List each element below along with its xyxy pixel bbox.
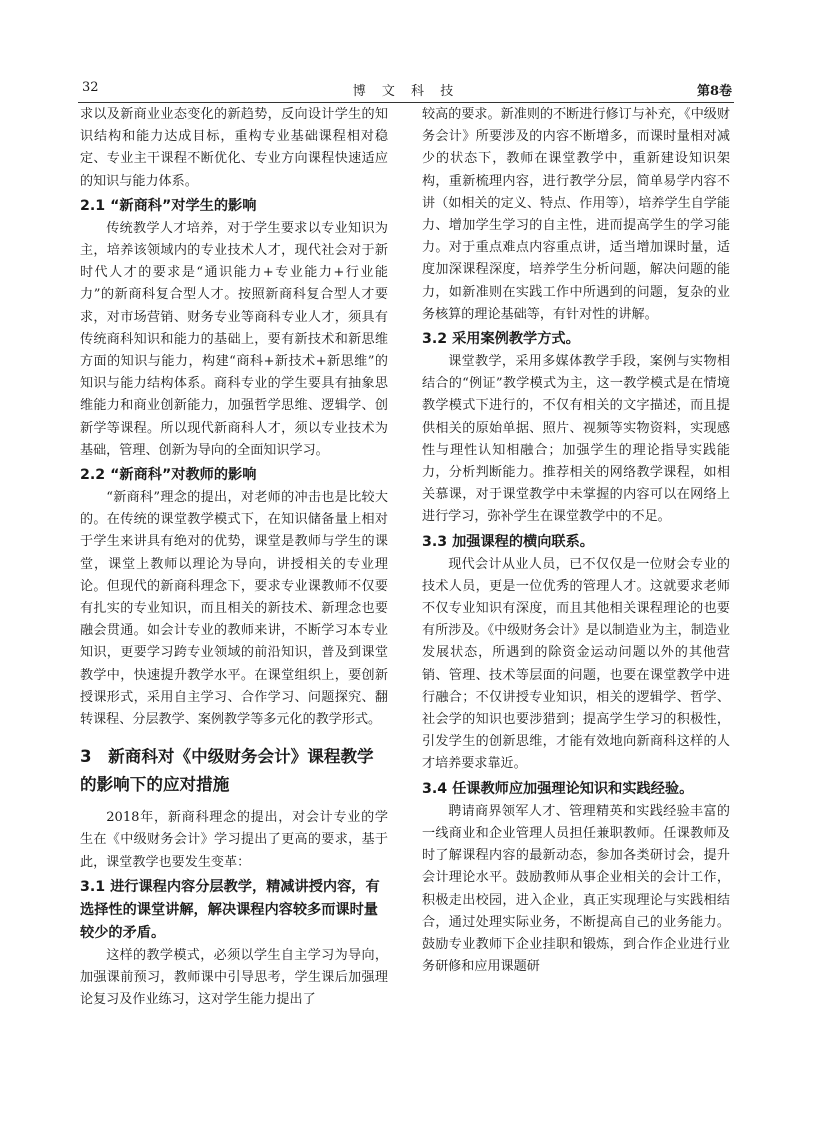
right-column xyxy=(422,104,730,978)
section-heading-2-2: 2.2 “新商科”对教师的影响 xyxy=(80,467,257,484)
volume-label: 第8卷 xyxy=(696,84,732,99)
paragraph: 课堂教学，采用多媒体教学手段，案例与实物相结合的“例证”教学模式为主，这一教学模式是在情境教学模式下进行的，不仅有相关的文字描述，而且提供相关的原始单据、照片、视频等实物资料，实现感性与理性认知相融合；加强学生的理论指导实践能力，分析判断能力。推荐相关的网络教学课程，如相关慕课，对于课堂教学中未掌握的内容可以在网络上进行学习，弥补学生在课堂教学中的不足。 xyxy=(422,354,730,525)
section-heading-3-4: 3.4 任课教师应加强理论知识和实践经验。 xyxy=(422,780,694,797)
section-heading-2-1: 2.1 “新商科”对学生的影响 xyxy=(80,197,257,214)
paragraph: 2018年，新商科理念的提出，对会计专业的学生在《中级财务会计》学习提出了更高的要求，基于此，课堂教学也要发生变革： xyxy=(80,810,388,870)
paragraph: 求以及新商业业态变化的新趋势，反向设计学生的知识结构和能力达成目标，重构专业基础课程相对稳定、专业主干课程不断优化、专业方向课程快速适应的知识与能力体系。 xyxy=(80,107,388,189)
section-heading-3-3: 3.3 加强课程的横向联系。 xyxy=(422,533,594,550)
paragraph: 现代会计从业人员，已不仅仅是一位财会专业的技术人员，更是一位优秀的管理人才。这就要求老师不仅专业知识有深度，而且其他相关课程理论的也要有所涉及。《中级财务会计》是以制造业为主，制造业发展状态，所遇到的除资金运动问题以外的其他营销、管理、技术等层面的问题，也要在课堂教学中进行融合；不仅讲授专业知识，相关的逻辑学、哲学、社会学的知识也要涉猎到；提高学生学习的积极性，引发学生的创新思维，才能有效地向新商科这样的人才培养要求靠近。 xyxy=(422,556,730,772)
paragraph: “新商科”理念的提出，对老师的冲击也是比较大的。在传统的课堂教学模式下，在知识储备量上相对于学生来讲具有绝对的优势，课堂是教师与学生的课堂，课堂上教师以理论为导向，讲授相关的专业理论。但现代的新商科理念下，要求专业课教师不仅要有扎实的专业知识，而且相关的新技术、新理念也要融会贯通。如会计专业的教师来讲，不断学习本专业知识，更要学习跨专业领域的前沿知识，普及到课堂教学中，快速提升教学水平。在课堂组织上，要创新授课形式，采用自主学习、合作学习、问题探究、翻转课程、分层教学、案例教学等多元化的教学形式。 xyxy=(80,490,388,728)
paragraph: 传统教学人才培养，对于学生要求以专业知识为主，培养该领域内的专业技术人才，现代社会对于新时代人才的要求是“通识能力+专业能力+行业能力”的新商科复合型人才。按照新商科复合型人才要求，对市场营销、财务专业等商科专业人才，须具有传统商科知识和能力的基础上，要有新技术和新思维方面的知识与能力，构建“商科+新技术+新思维”的知识与能力结构体系。商科专业的学生要具有抽象思维能力和商业创新能力，加强哲学思维、逻辑学、创新学等课程。所以现代新商科人才，须以专业技术为基础，管理、创新为导向的全面知识学习。 xyxy=(80,220,388,458)
paragraph: 聘请商界领军人才、管理精英和实践经验丰富的一线商业和企业管理人员担任兼职教师。任课教师及时了解课程内容的最新动态，参加各类研讨会，提升会计理论水平。鼓励教师从事企业相关的会计工作，积极走出校园，进入企业，真正实现理论与实践相结合，通过处理实际业务，不断提高自己的业务能力。鼓励专业教师下企业挂职和锻炼，到合作企业进行业务研修和应用课题研 xyxy=(422,803,730,975)
paragraph: 这样的教学模式，必须以学生自主学习为导向，加强课前预习，教师课中引导思考，学生课后加强理论复习及作业练习，这对学生能力提出了 xyxy=(80,947,388,1008)
section-heading-3: 3 新商科对《中级财务会计》课程教学的影响下的应对措施 xyxy=(80,747,374,795)
section-heading-3-1: 3.1 进行课程内容分层教学，精减讲授内容，有选择性的课堂讲解，解决课程内容较多而课时量较少的矛盾。 xyxy=(80,878,380,941)
paragraph: 较高的要求。新准则的不断进行修订与补充，《中级财务会计》所要涉及的内容不断增多，而课时量相对减少的状态下，教师在课堂教学中，重新建设知识架构，重新梳理内容，进行教学分层，简单易学内容不讲（如相关的定义、特点、作用等），培养学生自学能力、增加学生学习的自主性，进而提高学生的学习能力。对于重点难点内容重点讲，适当增加课时量，适度加深课程深度，培养学生分析问题，解决问题的能力，如新准则在实践工作中所遇到的问题，复杂的业务核算的理论基础等，有针对性的讲解。 xyxy=(422,107,730,322)
running-header xyxy=(78,78,734,103)
section-heading-3-2: 3.2 采用案例教学方式。 xyxy=(422,331,580,348)
page-number: 32 xyxy=(82,80,99,95)
journal-title: 博 文 科 技 xyxy=(352,84,460,99)
left-column xyxy=(80,104,388,1012)
